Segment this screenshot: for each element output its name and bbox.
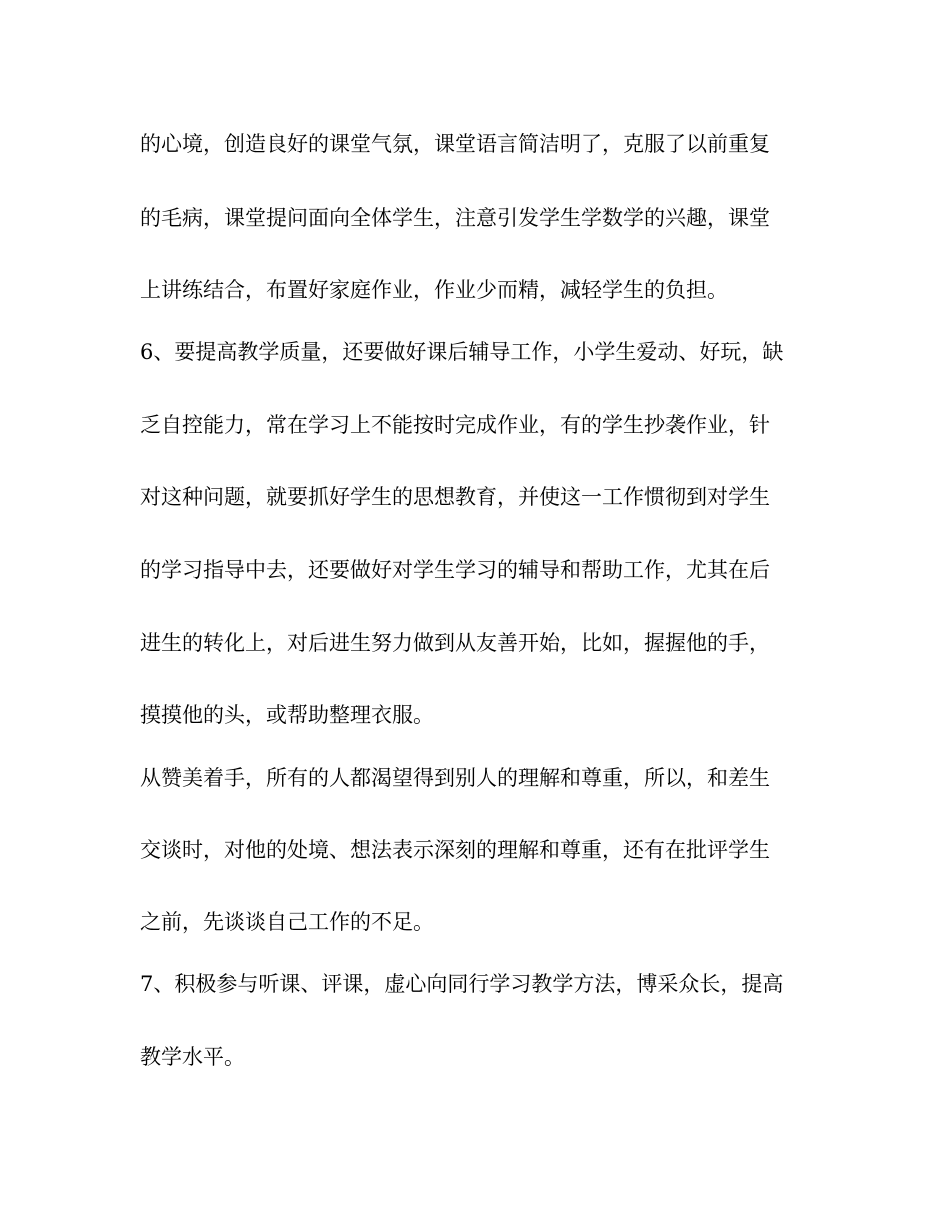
text-line: 7、积极参与听课、评课，虚心向同行学习教学方法，博采众长，提高 bbox=[140, 972, 784, 996]
text-line: 对这种问题，就要抓好学生的思想教育，并使这一工作惯彻到对学生 bbox=[140, 485, 770, 509]
text-line: 上讲练结合，布置好家庭作业，作业少而精，减轻学生的负担。 bbox=[140, 278, 728, 302]
text-line: 乏自控能力，常在学习上不能按时完成作业，有的学生抄袭作业，针 bbox=[140, 413, 770, 437]
text-line: 交谈时，对他的处境、想法表示深刻的理解和尊重，还有在批评学生 bbox=[140, 838, 770, 862]
text-line: 之前，先谈谈自己工作的不足。 bbox=[140, 910, 434, 934]
text-line: 教学水平。 bbox=[140, 1045, 245, 1069]
text-line: 摸摸他的头，或帮助整理衣服。 bbox=[140, 703, 434, 727]
text-line: 6、要提高教学质量，还要做好课后辅导工作，小学生爱动、好玩，缺 bbox=[140, 340, 784, 364]
text-line: 从赞美着手，所有的人都渴望得到别人的理解和尊重，所以，和差生 bbox=[140, 766, 770, 790]
text-line: 进生的转化上，对后进生努力做到从友善开始，比如，握握他的手， bbox=[140, 631, 770, 655]
text-line: 的毛病，课堂提问面向全体学生，注意引发学生学数学的兴趣，课堂 bbox=[140, 206, 770, 230]
text-line: 的心境，创造良好的课堂气氛，课堂语言简洁明了，克服了以前重复 bbox=[140, 132, 770, 156]
text-line: 的学习指导中去，还要做好对学生学习的辅导和帮助工作，尤其在后 bbox=[140, 558, 770, 582]
